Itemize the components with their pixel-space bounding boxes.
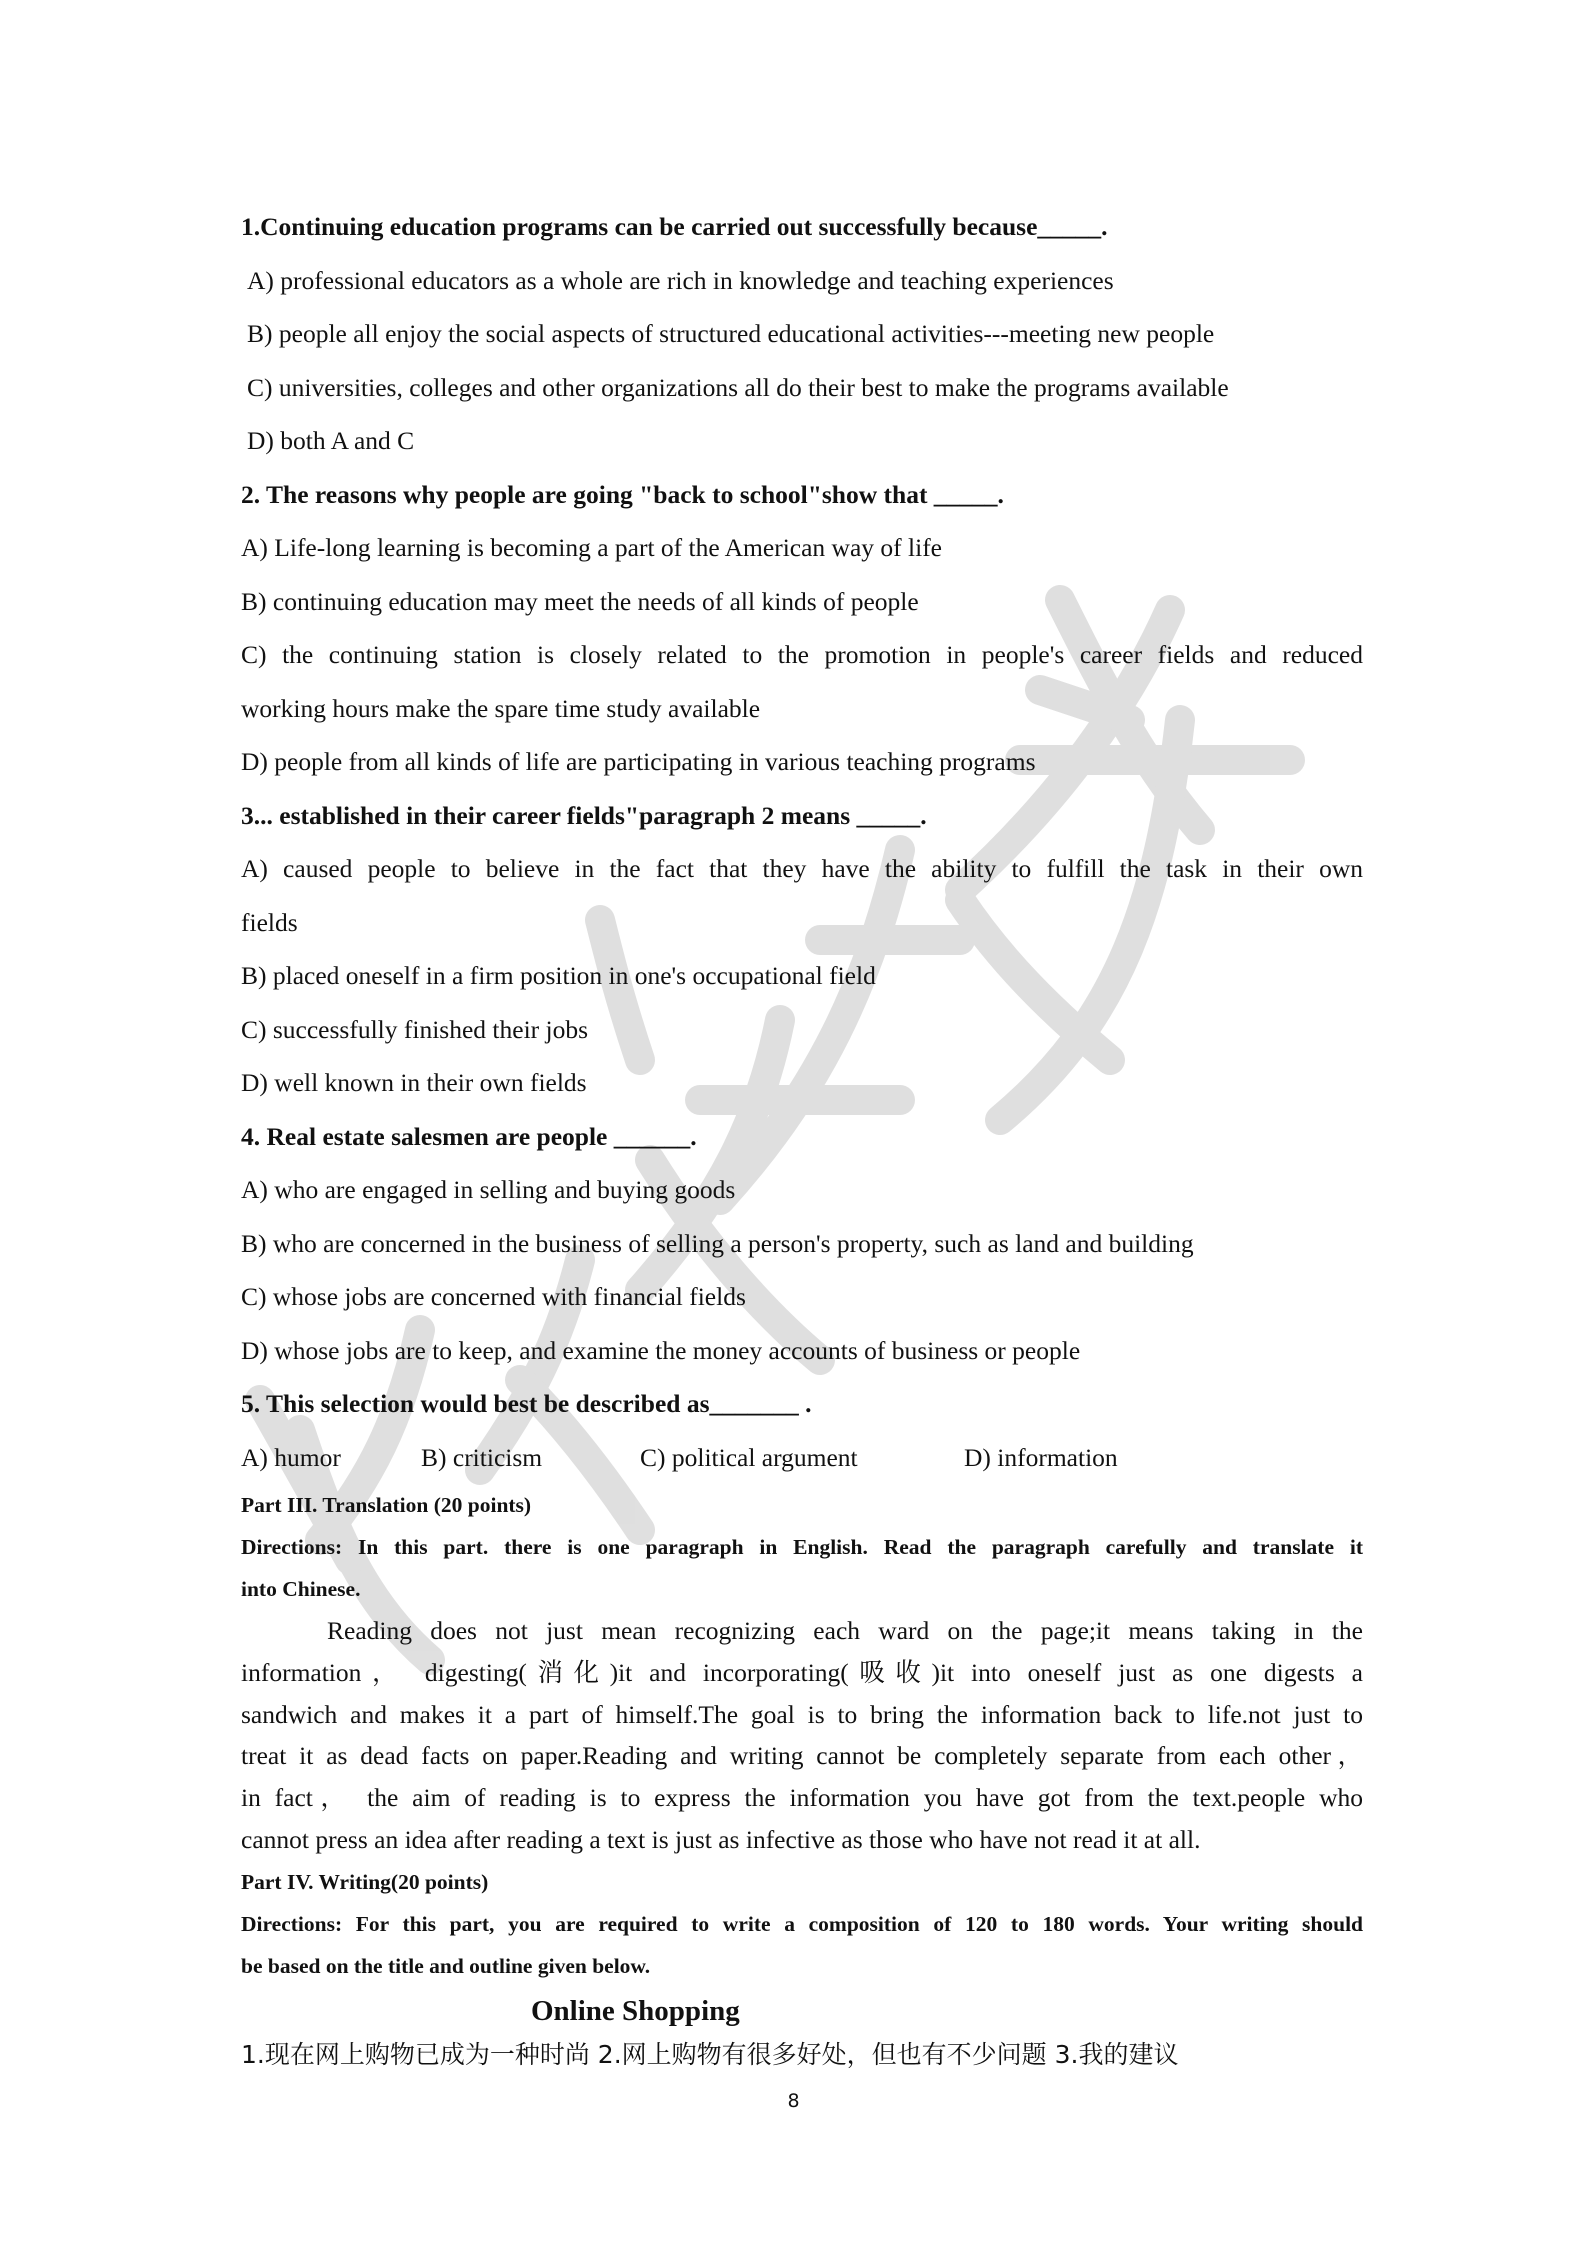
composition-title: Online Shopping bbox=[531, 1994, 740, 2027]
translation-paragraph bbox=[241, 1610, 1363, 1861]
question-1-stem: 1.Continuing education programs can be carried out successfully because_____. bbox=[241, 212, 1108, 241]
question-3-option-c: C) successfully finished their jobs bbox=[241, 1014, 589, 1044]
question-2-option-a: A) Life-long learning is becoming a part of the American way of life bbox=[241, 533, 943, 562]
part-3-heading: Part III. Translation (20 points) bbox=[241, 1493, 532, 1517]
paragraph-line: sandwich and makes it a part of himself.The goal is to bring the information back to life.not just to bbox=[241, 1699, 1363, 1729]
question-4-option-d: D) whose jobs are to keep, and examine the money accounts of business or people bbox=[241, 1335, 1081, 1365]
question-1-option-c: C) universities, colleges and other organizations all do their best to make the programs available bbox=[247, 372, 1229, 402]
part-3-directions bbox=[241, 1526, 1363, 1610]
paragraph-line: information， digesting(消化)it and incorporating(吸收)it into oneself just as one digests a bbox=[241, 1657, 1363, 1687]
question-5-option-d: D) information bbox=[964, 1442, 1118, 1472]
question-3-option-a-continued: fields bbox=[241, 907, 298, 937]
composition-outline: 1.现在网上购物已成为一种时尚 2.网上购物有很多好处，但也有不少问题 3.我的建议 bbox=[241, 2039, 1179, 2069]
question-4-option-c: C) whose jobs are concerned with financial fields bbox=[241, 1282, 746, 1311]
part-4-heading: Part IV. Writing(20 points) bbox=[241, 1869, 489, 1894]
question-1-option-b: B) people all enjoy the social aspects of structured educational activities---meeting new people bbox=[247, 319, 1215, 348]
question-4-option-b: B) who are concerned in the business of selling a person's property, such as land and building bbox=[241, 1228, 1194, 1258]
question-3-stem: 3... established in their career fields"paragraph 2 means _____. bbox=[241, 800, 927, 830]
part-4-directions bbox=[241, 1903, 1363, 1987]
part-3-directions-line-2: into Chinese. bbox=[241, 1577, 361, 1601]
part-3-directions-line-1: Directions: In this part. there is one paragraph in English. Read the paragraph carefully and translate it bbox=[241, 1535, 1363, 1559]
question-1-option-a: A) professional educators as a whole are rich in knowledge and teaching experiences bbox=[247, 265, 1114, 295]
question-2-option-c-continued: working hours make the spare time study available bbox=[241, 693, 761, 723]
question-2-option-b: B) continuing education may meet the needs of all kinds of people bbox=[241, 586, 919, 616]
question-1-option-d: D) both A and C bbox=[247, 426, 415, 455]
question-5-stem: 5. This selection would best be described as_______ . bbox=[241, 1389, 812, 1418]
page-number: 8 bbox=[787, 2090, 800, 2112]
question-3-option-a: A) caused people to believe in the fact that they have the ability to fulfill the task in their own bbox=[241, 854, 1363, 883]
question-3-option-d: D) well known in their own fields bbox=[241, 1068, 587, 1097]
question-4-stem: 4. Real estate salesmen are people ______. bbox=[241, 1121, 697, 1151]
question-2-option-d: D) people from all kinds of life are participating in various teaching programs bbox=[241, 747, 1036, 776]
question-3-option-b: B) placed oneself in a firm position in one's occupational field bbox=[241, 961, 876, 990]
paragraph-line: in fact， the aim of reading is to express the information you have got from the text.people who bbox=[241, 1783, 1363, 1813]
question-5-option-c: C) political argument bbox=[640, 1442, 858, 1472]
question-5-options bbox=[241, 1431, 1363, 1485]
question-5-option-a: A) humor bbox=[241, 1442, 341, 1472]
part-4-directions-line-1: Directions: For this part, you are required to write a composition of 120 to 180 words. Your writing should bbox=[241, 1911, 1363, 1936]
part-4-directions-line-2: be based on the title and outline given below. bbox=[241, 1953, 651, 1978]
paragraph-line: treat it as dead facts on paper.Reading and writing cannot be completely separate from each other， bbox=[241, 1741, 1363, 1771]
paragraph-line: Reading does not just mean recognizing each ward on the page;it means taking in the bbox=[327, 1616, 1363, 1645]
question-2-option-c: C) the continuing station is closely related to the promotion in people's career fields and reduced bbox=[241, 640, 1363, 669]
paragraph-line: cannot press an idea after reading a text is just as infective as those who have not read it at all. bbox=[241, 1824, 1201, 1854]
question-2-stem: 2. The reasons why people are going "back to school"show that _____. bbox=[241, 479, 1004, 509]
question-4-option-a: A) who are engaged in selling and buying goods bbox=[241, 1175, 736, 1204]
document-body bbox=[241, 200, 1363, 2077]
question-5-option-b: B) criticism bbox=[421, 1442, 543, 1472]
